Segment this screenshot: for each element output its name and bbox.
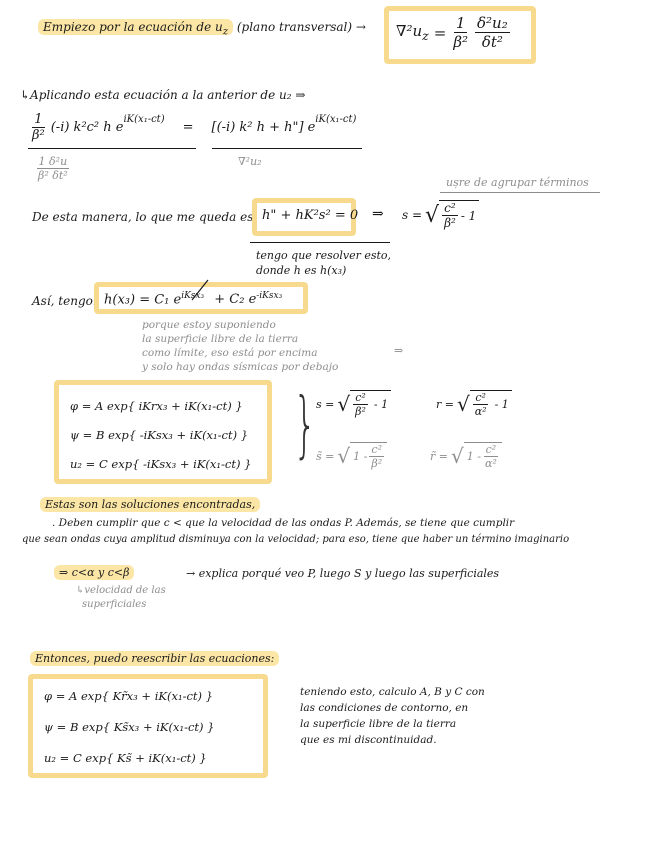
c2-over-alpha2	[473, 391, 489, 418]
s-sqrt-2: √ $\frac{\text{c²}}{\text{β²}}$ - 1	[337, 390, 391, 418]
boundary-note-line3: la superficie libre de la tierra	[300, 718, 457, 730]
assumption-line-3: como límite, eso está por encima	[142, 347, 318, 359]
strike-line	[192, 280, 208, 300]
rbar-frac	[483, 443, 499, 470]
equals-sign-2: =	[182, 120, 194, 135]
s-def-2	[316, 390, 391, 418]
final-u2: u₂ = C exp{ Ks̃ + iK(x₁-ct) }	[44, 751, 207, 765]
s-definition	[402, 200, 479, 230]
c2-over-beta2-2	[353, 391, 368, 418]
psi-equation: ψ = B exp{ -iKsx₃ + iK(x₁-ct) }	[70, 428, 249, 442]
boundary-note-line1: teniendo esto, calculo A, B y C con	[300, 686, 485, 698]
minus-one-3: - 1	[494, 398, 509, 411]
rewrite-heading-text: Entonces, puedo reescribir las ecuaciones:	[30, 651, 279, 666]
second-derivative	[475, 14, 510, 51]
frac-den: β²	[444, 216, 456, 230]
frac-den: β²	[355, 405, 366, 418]
h-solution-mid: + C₂ e	[214, 292, 257, 308]
laplacian-sub: z	[422, 28, 429, 43]
therefore-line: Así, tengo:	[32, 294, 97, 308]
s-sqrt: √ $\frac{\text{c²}}{\text{β²}}$ - 1	[425, 200, 479, 230]
velocity-note-line1: ↳velocidad de las	[76, 585, 166, 596]
rewrite-heading	[30, 652, 279, 665]
boundary-note-line2: las condiciones de contorno, en	[300, 702, 469, 714]
intro-line	[38, 20, 366, 37]
velocity-explanation: → explica porqué veo P, luego S y luego las superficiales	[186, 567, 500, 580]
assumption-arrow: ⇒	[394, 344, 404, 357]
solutions-heading	[40, 498, 260, 511]
frac-den: α²	[474, 405, 487, 418]
velocity-note	[76, 584, 166, 612]
frac-num: c²	[371, 443, 382, 456]
under-annotation-left	[36, 155, 70, 182]
frac-num: c²	[485, 443, 497, 456]
under-annotation-right: ∇²u₂	[238, 155, 262, 168]
intro-sub: z	[222, 26, 229, 38]
velocity-condition	[54, 566, 134, 579]
frac-num: c²	[444, 201, 456, 215]
velocity-note-line2: superficiales	[82, 599, 147, 610]
grey-fraction	[36, 155, 70, 182]
solve-note	[256, 248, 391, 278]
ode-underline	[250, 242, 390, 243]
frac-den: α²	[484, 457, 497, 470]
sbar-frac	[369, 443, 384, 470]
minus-one: - 1	[460, 208, 477, 223]
frac-num: δ²u₂	[477, 14, 508, 32]
underline-right	[212, 148, 362, 149]
phi-equation: φ = A exp{ iKrx₃ + iK(x₁-ct) }	[70, 399, 243, 413]
assumption-note	[142, 318, 338, 374]
intro-highlight	[38, 19, 233, 38]
intro-tail: (plano transversal) →	[236, 20, 366, 34]
ode-equation: h" + hK²s² = 0	[262, 208, 359, 223]
rbar-one-minus: 1 -	[466, 450, 481, 463]
underline-left	[28, 148, 196, 149]
rhs-e: e	[307, 120, 316, 135]
boundary-note-line4: que es mi discontinuidad.	[300, 734, 437, 746]
frac-num: 1 δ²u	[38, 155, 68, 168]
frac-num: c²	[475, 391, 486, 404]
r-label: r =	[436, 397, 454, 411]
frac-num: 1	[34, 112, 43, 127]
frac-num: c²	[355, 391, 366, 404]
sbar-label: s̃ =	[316, 449, 335, 463]
frac-den: β²	[453, 33, 469, 51]
c2-over-beta2	[442, 201, 458, 230]
grouping-note-underline	[440, 192, 600, 193]
condition-line-2: que sean ondas cuya amplitud disminuya con la velocidad; para eso, tiene que haber un término imaginario	[22, 534, 570, 545]
final-psi: ψ = B exp{ Ks̃x₃ + iK(x₁-ct) }	[44, 720, 215, 734]
rhs-bracket: [(-i) k² h + h"]	[211, 120, 304, 135]
assumption-line-1: porque estoy suponiendo	[142, 319, 276, 331]
frac-den: β² δt²	[38, 169, 68, 182]
equals-sign: =	[433, 23, 447, 42]
rbar-def	[430, 442, 502, 470]
lhs-term: (-i) k²c² h e	[50, 120, 124, 135]
assumption-line-4: y solo hay ondas sísmicas por debajo	[142, 361, 339, 373]
final-phi: φ = A exp{ Kr̃x₃ + iK(x₁-ct) }	[44, 689, 213, 703]
apply-line: ↳Aplicando esta ecuación a la anterior de u₂ ⇒	[20, 88, 306, 102]
r-sqrt: √ $\frac{\text{c²}}{\text{α²}}$ - 1	[457, 390, 512, 418]
one-over-beta2	[451, 14, 470, 51]
rbar-label: r̃ =	[430, 449, 448, 463]
lhs-exponent: iK(x₁-ct)	[123, 114, 165, 125]
frac-den: β²	[32, 128, 45, 143]
frac-num: 1	[455, 14, 466, 32]
grouping-note: ușre de agrupar términos	[446, 176, 589, 189]
u2-equation: u₂ = C exp{ -iKsx₃ + iK(x₁-ct) }	[70, 457, 252, 471]
sbar-def	[316, 442, 387, 470]
h-exponent-1: iKsx₃	[181, 291, 205, 301]
strike-stroke	[190, 278, 210, 302]
boundary-note	[300, 684, 485, 748]
solve-note-line2: donde h es h(x₃)	[256, 264, 347, 277]
condition-line-1: . Deben cumplir que c < que la velocidad de las ondas P. Además, se tiene que cumplir	[52, 517, 515, 529]
r-def	[436, 390, 512, 418]
velocity-condition-text: ⇒ c<α y c<β	[54, 565, 134, 580]
sbar-one-minus: 1 -	[353, 450, 368, 463]
wave-equation	[396, 14, 510, 51]
s-label: s =	[402, 208, 423, 222]
laplacian-u: ∇²u	[396, 22, 423, 40]
rhs-exponent: iK(x₁-ct)	[315, 114, 357, 125]
minus-one-2: - 1	[373, 398, 389, 411]
final-equations	[44, 681, 215, 774]
substituted-equation	[30, 112, 356, 143]
right-brace: }	[293, 382, 317, 466]
one-over-beta2-b	[30, 112, 47, 143]
sbar-sqrt: √ 1 - $\frac{\text{c²}}{\text{β²}}$	[337, 442, 387, 470]
solve-note-line1: tengo que resolver esto,	[256, 249, 392, 262]
rbar-sqrt: √ 1 - $\frac{\text{c²}}{\text{α²}}$	[451, 442, 502, 470]
intro-text: Empiezo por la ecuación de u	[43, 20, 223, 34]
frac-den: δt²	[481, 33, 503, 51]
assumption-line-2: la superficie libre de la tierra	[142, 333, 299, 345]
potentials-list	[70, 392, 251, 479]
h-solution-start: h(x₃) = C₁ e	[104, 292, 182, 308]
solutions-heading-text: Estas son las soluciones encontradas,	[40, 497, 260, 512]
frac-den: β²	[371, 457, 383, 470]
h-exponent-2: -iKsx₃	[256, 291, 283, 301]
result-line: De esta manera, lo que me queda es:	[32, 210, 258, 224]
s-label-2: s =	[316, 397, 335, 411]
implies-arrow: ⇒	[372, 206, 384, 222]
